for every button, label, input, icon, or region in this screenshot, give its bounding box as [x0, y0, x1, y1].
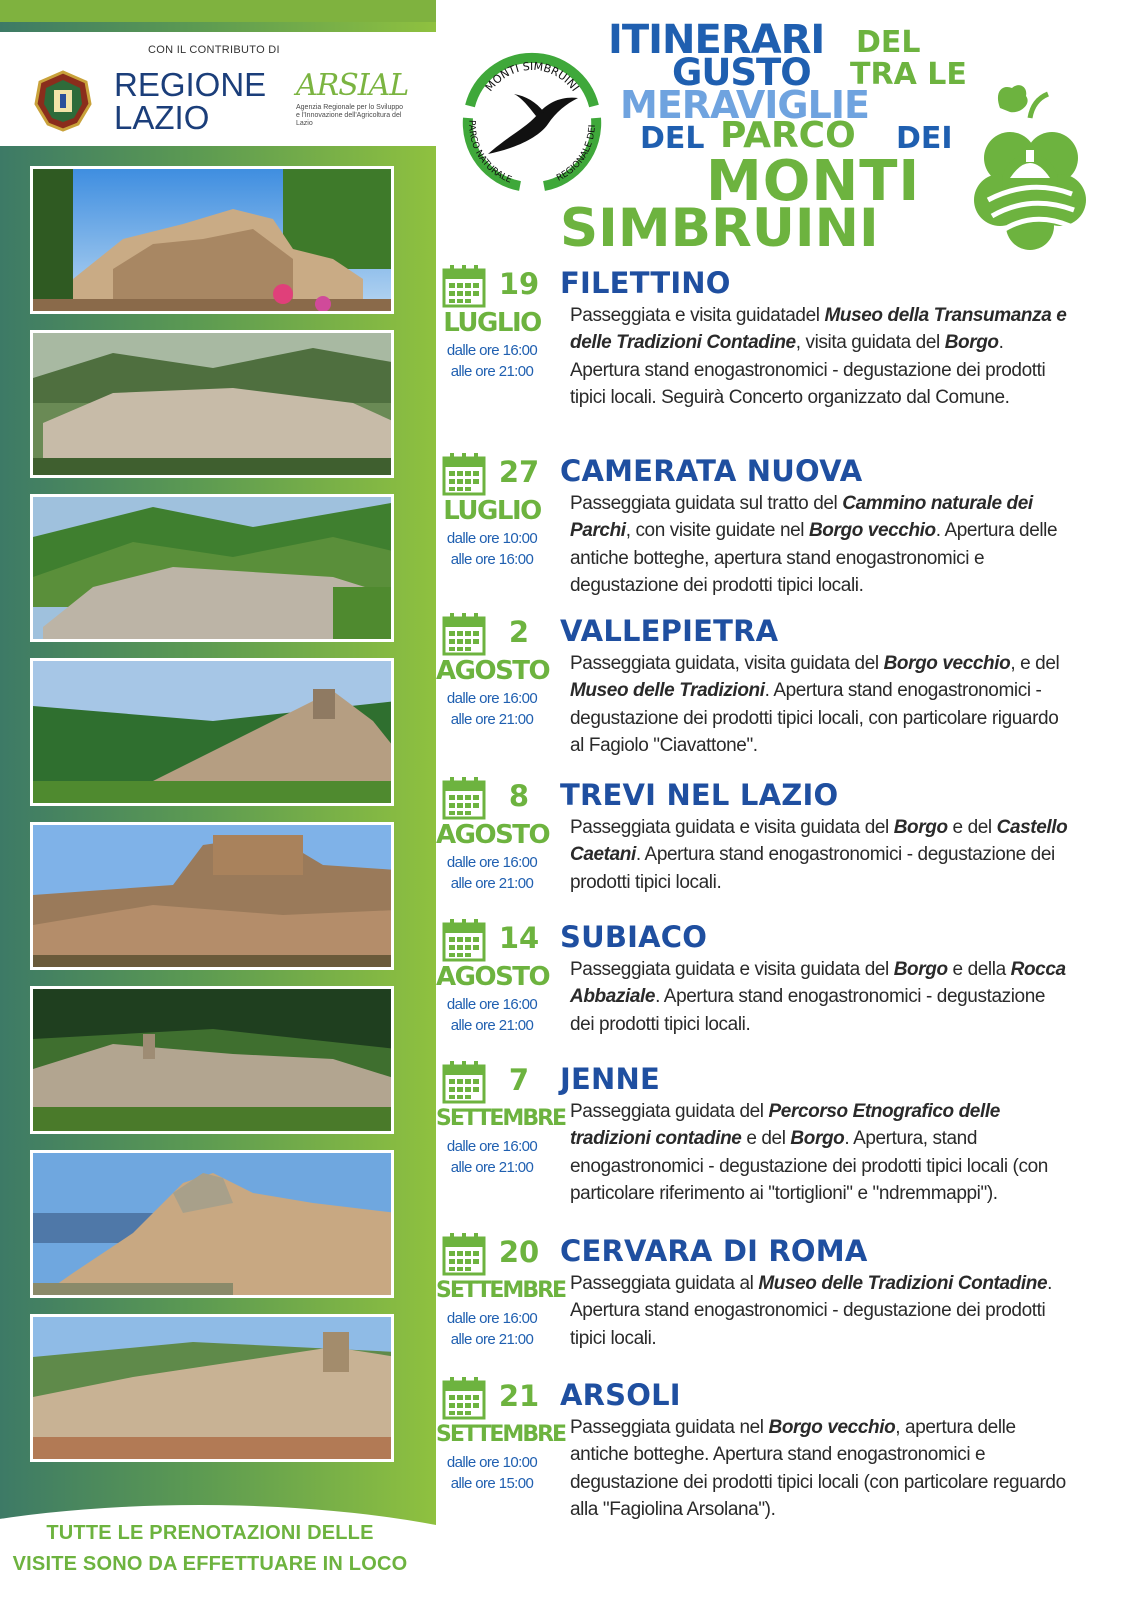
event-day: 2 — [508, 615, 530, 649]
town-photo-4 — [30, 658, 394, 806]
calendar-icon — [442, 918, 486, 962]
title-word-meraviglie: MERAVIGLIE — [620, 83, 869, 127]
regione-line1: REGIONE — [114, 66, 267, 103]
title-word-itinerari: ITINERARI — [608, 17, 825, 63]
title-word-del-2: DEL — [640, 121, 705, 156]
booking-note-line1: TUTTE LE PRENOTAZIONI DELLE — [46, 1522, 374, 1544]
event-description: Passeggiata guidata e visita guidata del Borgo e del Castello Caetani. Apertura stand enogastronomici - degustazione dei prodotti tipici locali. — [570, 817, 1068, 893]
grape-vineyard-logo-icon — [970, 78, 1090, 253]
booking-note — [0, 1518, 420, 1580]
top-strip — [0, 0, 436, 22]
town-photo-2 — [30, 330, 394, 478]
event-town: SUBIACO — [560, 920, 708, 954]
event-hours-from: dalle ore 16:00 — [446, 342, 538, 359]
title-word-del: DEL — [856, 25, 921, 60]
event-description: Passeggiata guidata del Percorso Etnografico delle tradizioni contadine e del Borgo. Apertura, stand enogastronomici - degustazione dei prodotti tipici locali (con particolare riferimento ai "tortiglioni" e "ndremmappi"). — [570, 1101, 1048, 1204]
event-hours-to: alle ore 16:00 — [450, 551, 534, 568]
event-day: 20 — [498, 1235, 540, 1269]
event-town: CERVARA DI ROMA — [560, 1234, 868, 1268]
regione-line2: LAZIO — [114, 99, 210, 136]
event-month: AGOSTO — [436, 820, 550, 850]
regione-lazio-logo — [114, 68, 266, 134]
event-month: LUGLIO — [443, 308, 541, 338]
event-hours — [436, 1452, 548, 1494]
event-hours-to: alle ore 21:00 — [450, 1331, 534, 1348]
calendar-icon — [442, 1060, 486, 1104]
event-town: CAMERATA NUOVA — [560, 454, 863, 488]
title-word-simbruini: SIMBRUINI — [560, 198, 879, 259]
calendar-icon — [442, 264, 486, 308]
town-photo-3 — [30, 494, 394, 642]
event-hours-to: alle ore 21:00 — [450, 875, 534, 892]
event-hours-from: dalle ore 10:00 — [446, 1454, 538, 1471]
event-hours-to: alle ore 21:00 — [450, 1017, 534, 1034]
event-hours — [436, 1308, 548, 1350]
event-description: Passeggiata guidata, visita guidata del Borgo vecchio, e del Museo delle Tradizioni. Apertura stand enogastronomici - degustazione dei prodotti tipici locali, con particolare riguardo al Fagiolo "Ciavattone". — [570, 653, 1060, 756]
park-logo-left-text: PARCO NATURALE — [466, 119, 513, 186]
event-hours-to: alle ore 21:00 — [450, 363, 534, 380]
event-hours-from: dalle ore 10:00 — [446, 530, 538, 547]
event-hours-to: alle ore 21:00 — [450, 711, 534, 728]
arsial-subtitle: Agenzia Regionale per lo Sviluppo e l'Innovazione dell'Agricoltura del Lazio — [296, 104, 404, 127]
event-hours — [436, 1136, 548, 1178]
arsial-logo: ARSIAL — [296, 68, 409, 103]
event-day: 27 — [498, 455, 540, 489]
event-month: SETTEMBRE — [436, 1278, 566, 1303]
event-description: Passeggiata guidata al Museo delle Tradizioni Contadine. Apertura stand enogastronomici - degustazione dei prodotti tipici locali. — [570, 1273, 1053, 1349]
event-day: 14 — [498, 921, 540, 955]
event-hours-from: dalle ore 16:00 — [446, 996, 538, 1013]
event-hours-to: alle ore 21:00 — [450, 1159, 534, 1176]
event-hours — [436, 528, 548, 570]
title-word-tra-le: TRA LE — [850, 57, 967, 92]
event-day: 19 — [498, 267, 540, 301]
event-hours-to: alle ore 15:00 — [450, 1475, 534, 1492]
calendar-icon — [442, 1376, 486, 1420]
regione-lazio-crest-icon — [34, 70, 92, 132]
event-hours-from: dalle ore 16:00 — [446, 690, 538, 707]
event-description: Passeggiata guidata e visita guidata del Borgo e della Rocca Abbaziale. Apertura stand enogastronomici - degustazione dei prodotti tipici locali. — [570, 959, 1066, 1035]
event-month: SETTEMBRE — [436, 1106, 566, 1131]
event-hours — [436, 688, 548, 730]
town-photo-7 — [30, 1150, 394, 1298]
calendar-icon — [442, 776, 486, 820]
title-word-parco: PARCO — [720, 115, 856, 156]
event-day: 7 — [508, 1063, 530, 1097]
event-day: 21 — [498, 1379, 540, 1413]
event-month: AGOSTO — [436, 656, 550, 686]
town-photo-8 — [30, 1314, 394, 1462]
event-description: Passeggiata guidata sul tratto del Cammino naturale dei Parchi, con visite guidate nel Borgo vecchio. Apertura delle antiche botteghe, apertura stand enogastronomici e degustazione dei prodotti tipici locali. — [570, 493, 1058, 596]
event-town: ARSOLI — [560, 1378, 681, 1412]
parco-monti-simbruini-logo — [448, 36, 616, 204]
park-logo-top-text: MONTI SIMBRUINI — [482, 59, 582, 94]
event-hours — [436, 852, 548, 894]
left-panel — [0, 0, 436, 1600]
event-day: 8 — [508, 779, 530, 813]
event-hours — [436, 994, 548, 1036]
calendar-icon — [442, 452, 486, 496]
event-town: JENNE — [560, 1062, 660, 1096]
event-month: SETTEMBRE — [436, 1422, 566, 1447]
title-word-gusto: GUSTO — [672, 51, 811, 94]
title-word-dei: DEI — [896, 121, 953, 156]
park-logo-right-text: REGIONALE DEI — [555, 124, 598, 184]
event-month: LUGLIO — [443, 496, 541, 526]
event-month: AGOSTO — [436, 962, 550, 992]
event-town: FILETTINO — [560, 266, 731, 300]
town-photo-1 — [30, 166, 394, 314]
event-hours — [436, 340, 548, 382]
calendar-icon — [442, 1232, 486, 1276]
event-hours-from: dalle ore 16:00 — [446, 1138, 538, 1155]
event-hours-from: dalle ore 16:00 — [446, 1310, 538, 1327]
event-hours-from: dalle ore 16:00 — [446, 854, 538, 871]
event-description: Passeggiata guidata nel Borgo vecchio, apertura delle antiche botteghe. Apertura stand enogastronomici e degustazione dei prodotti tipici locali (con particolare reguardo alla "Fagiolina Arsolana"). — [570, 1417, 1066, 1520]
title-word-monti: MONTI — [706, 149, 921, 214]
event-description: Passeggiata e visita guidatadel Museo della Transumanza e delle Tradizioni Contadine, visita guidata del Borgo. Apertura stand enogastronomici - degustazione dei prodotti tipici locali. Seguirà Concerto organizzato dal Comune. — [570, 305, 1067, 408]
calendar-icon — [442, 612, 486, 656]
sponsor-note: CON IL CONTRIBUTO DI — [148, 44, 280, 56]
town-photo-6 — [30, 986, 394, 1134]
event-town: VALLEPIETRA — [560, 614, 779, 648]
sponsor-box — [0, 32, 436, 146]
town-photo-5 — [30, 822, 394, 970]
event-town: TREVI NEL LAZIO — [560, 778, 839, 812]
booking-note-line2: VISITE SONO DA EFFETTUARE IN LOCO — [12, 1553, 408, 1575]
